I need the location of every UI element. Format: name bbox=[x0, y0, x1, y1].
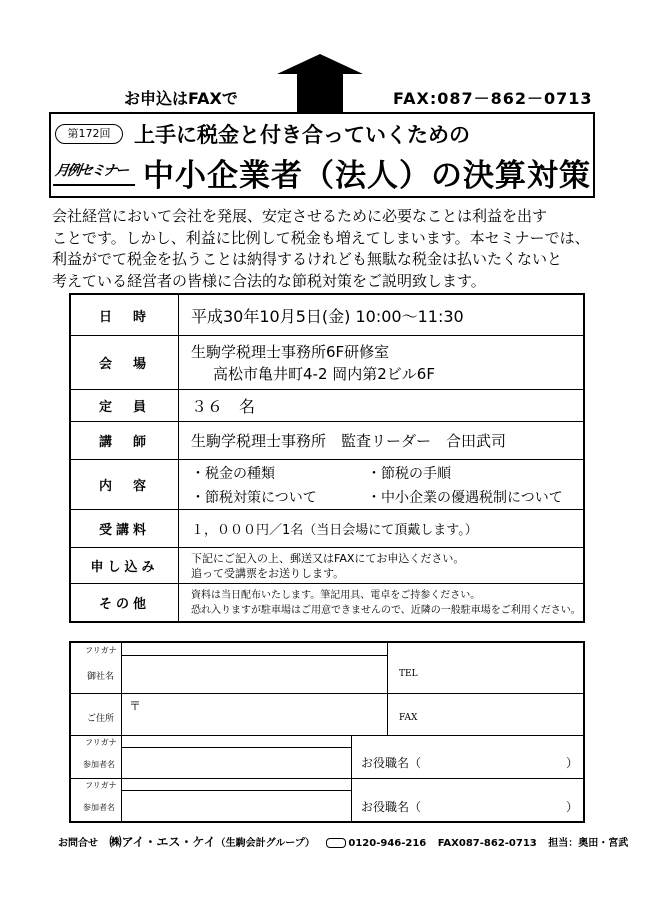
postal-mark: 〒 bbox=[129, 699, 142, 713]
other-line: 恐れ入りますが駐車場はご用意できませんので、近隣の一般駐車場をご利用ください。 bbox=[191, 604, 581, 616]
venue-value bbox=[179, 336, 583, 389]
tel-field[interactable] bbox=[421, 644, 581, 692]
capacity-value: ３６ 名 bbox=[191, 397, 256, 416]
furigana-label: フリガナ bbox=[85, 738, 117, 747]
fax-number: FAX:087－862－0713 bbox=[393, 89, 593, 108]
company-name: ㈱アイ・エス・ケイ bbox=[109, 835, 216, 849]
apply-value bbox=[179, 548, 583, 583]
tel-label: TEL bbox=[399, 669, 418, 679]
intro-paragraph bbox=[52, 206, 604, 292]
attendee-name-field[interactable] bbox=[122, 748, 350, 777]
seminar-subtitle: 上手に税金と付き合っていくための bbox=[134, 122, 470, 147]
footer-fax: FAX087-862-0713 bbox=[437, 838, 537, 849]
lecturer-label: 講 師 bbox=[71, 422, 179, 459]
intro-line: 考えている経営者の皆様に合法的な節税対策をご説明致します。 bbox=[52, 271, 486, 290]
job-title-label: お役職名（ bbox=[361, 800, 422, 814]
group-name: （生駒会計グループ） bbox=[215, 838, 315, 849]
seminar-info-table bbox=[69, 293, 585, 623]
capacity-label: 定 員 bbox=[71, 390, 179, 421]
company-field[interactable] bbox=[122, 656, 386, 693]
attendee-label: 参加者名 bbox=[83, 803, 115, 812]
content-item: ・中小企業の優遇税制について bbox=[367, 489, 563, 506]
date-value: 平成30年10月5日(金) 10:00～11:30 bbox=[191, 306, 464, 326]
intro-line: 会社経営において会社を発展、安定させるために必要なことは利益を出す bbox=[52, 207, 548, 225]
attendee-label: 参加者名 bbox=[83, 760, 115, 769]
furigana-label: フリガナ bbox=[85, 646, 117, 655]
venue-name: 生駒学税理士事務所6F研修室 bbox=[191, 342, 390, 361]
intro-line: 利益がでて税金を払うことは納得するけれども無駄な税金は払いたくないと bbox=[52, 250, 563, 268]
address-label: ご住所 bbox=[87, 714, 115, 724]
furigana-label: フリガナ bbox=[85, 781, 117, 790]
lecturer-row bbox=[71, 421, 583, 459]
contact-label: お問合せ bbox=[58, 838, 98, 849]
contact-footer bbox=[58, 833, 629, 850]
apply-line: 追って受講票をお送りします。 bbox=[191, 566, 345, 580]
fee-label: 受講料 bbox=[71, 510, 179, 547]
content-value bbox=[179, 460, 583, 509]
other-line: 資料は当日配布いたします。筆記用具、電卓をご持参ください。 bbox=[191, 589, 481, 601]
capacity-row bbox=[71, 389, 583, 421]
close-paren: ） bbox=[566, 800, 579, 814]
fax-label: FAX bbox=[399, 713, 418, 723]
job-title-label: お役職名（ bbox=[361, 756, 422, 770]
venue-label: 会 場 bbox=[71, 336, 179, 389]
date-label: 日 時 bbox=[71, 295, 179, 335]
job-title-field[interactable] bbox=[451, 780, 563, 820]
freedial-icon bbox=[326, 838, 346, 848]
series-logo: 月例セミナー bbox=[53, 156, 139, 186]
job-title-field[interactable] bbox=[451, 737, 563, 777]
intro-line: ことです。しかし、利益に比例して税金も増えてしまいます。本セミナーでは、 bbox=[52, 228, 590, 247]
attendee-name-field[interactable] bbox=[122, 791, 350, 820]
content-item: ・税金の種類 bbox=[191, 465, 275, 482]
venue-address: 高松市亀井町4-2 岡内第2ビル6F bbox=[213, 364, 435, 383]
other-label: その他 bbox=[71, 584, 179, 621]
apply-row bbox=[71, 547, 583, 583]
application-form bbox=[69, 641, 585, 823]
other-value bbox=[179, 584, 583, 621]
address-field[interactable] bbox=[122, 694, 386, 734]
apply-label: 申し込み bbox=[71, 548, 179, 583]
content-item: ・節税の手順 bbox=[367, 465, 451, 482]
content-row bbox=[71, 459, 583, 509]
fee-row bbox=[71, 509, 583, 547]
edition-badge: 第172回 bbox=[55, 124, 123, 144]
close-paren: ） bbox=[566, 756, 579, 770]
date-row bbox=[71, 295, 583, 335]
seminar-title: 中小企業者（法人）の決算対策 bbox=[143, 158, 591, 194]
content-item: ・節税対策について bbox=[191, 489, 317, 506]
venue-row bbox=[71, 335, 583, 389]
fax-apply-label: お申込はFAXで bbox=[124, 89, 238, 108]
fax-field[interactable] bbox=[421, 694, 581, 734]
apply-line: 下記にご記入の上、郵送又はFAXにてお申込ください。 bbox=[191, 551, 465, 565]
content-label: 内 容 bbox=[71, 460, 179, 509]
staff-contact: 担当：奥田・宮武 bbox=[548, 838, 629, 849]
up-arrow-icon bbox=[275, 54, 365, 112]
company-label: 御社名 bbox=[87, 672, 115, 682]
freedial-number: 0120-946-216 bbox=[348, 838, 427, 849]
fee-value: １，０００円／1名（当日会場にて頂戴します。） bbox=[191, 523, 478, 538]
other-row bbox=[71, 583, 583, 621]
lecturer-value: 生駒学税理士事務所 監査リーダー 合田武司 bbox=[191, 432, 507, 450]
